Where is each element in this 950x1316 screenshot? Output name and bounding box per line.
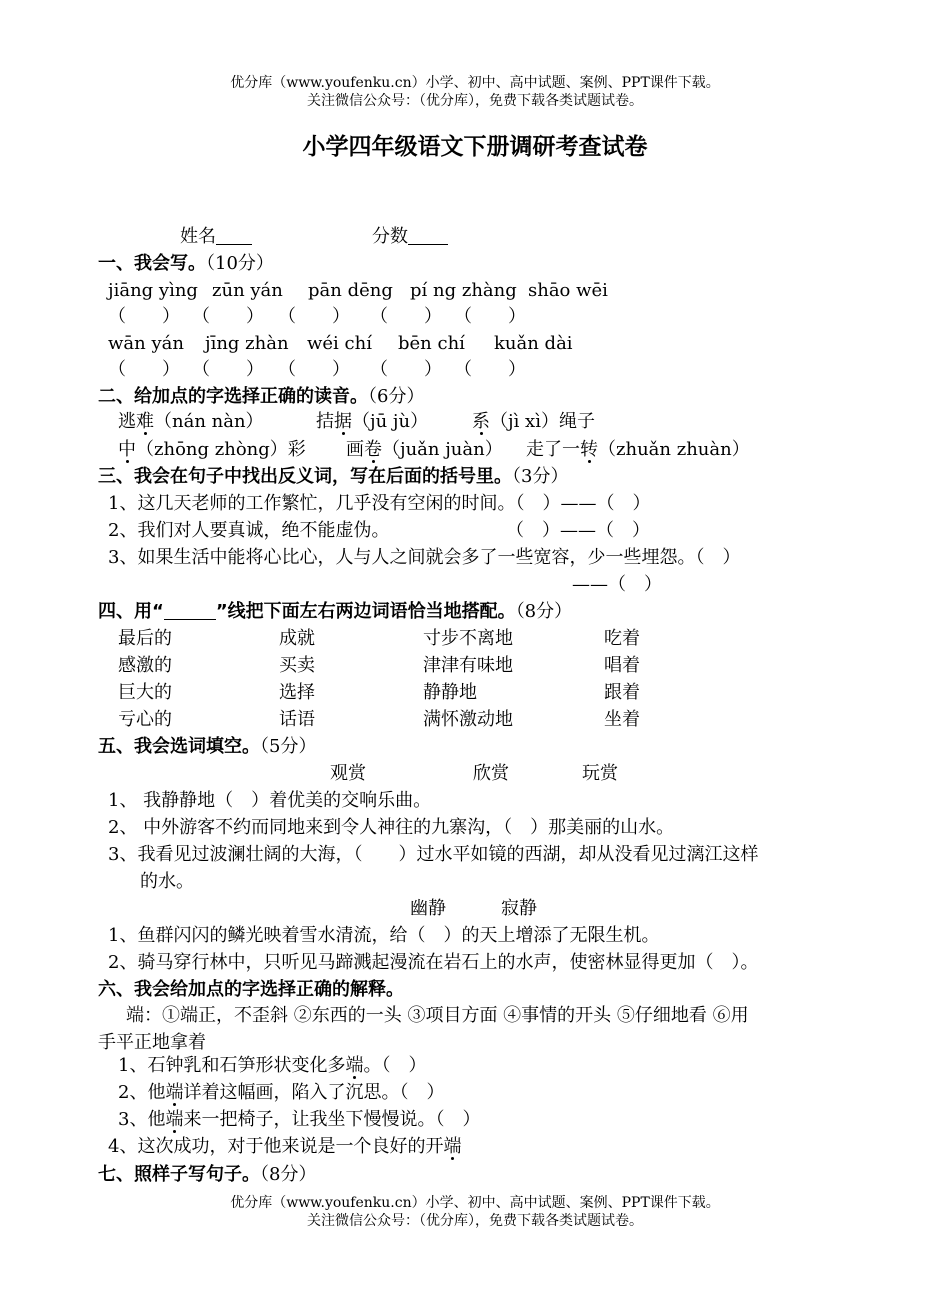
header-line-2: 关注微信公众号：（优分库），免费下载各类试题试卷。 xyxy=(307,93,643,109)
text-segment: 3、他 xyxy=(118,1109,166,1130)
pinyin-10: kuǎn dài xyxy=(494,333,573,354)
fill-question-1: 1、 我静静地（ ）着优美的交响乐曲。 xyxy=(108,790,432,811)
answer-box-5[interactable]: （ ） xyxy=(454,306,526,327)
dotted-char: 端 xyxy=(345,1055,364,1076)
reading-item-4 xyxy=(118,437,306,463)
reading-item-3 xyxy=(472,409,595,435)
reading-item-1 xyxy=(118,409,264,435)
match-right-4[interactable]: 话语 xyxy=(279,709,315,730)
header-line-1: 优分库（www.youfenku.cn）小学、初中、高中试题、案例、PPT课件下载。 xyxy=(230,75,720,91)
answer-box-8[interactable]: （ ） xyxy=(278,359,350,380)
fill-question-5: 2、骑马穿行林中，只听见马蹄溅起漫流在岩石上的水声，使密林显得更加（ ）。 xyxy=(108,952,759,973)
text-segment: （zhōng zhòng）彩 xyxy=(136,439,306,460)
match-left-6[interactable]: 津津有味地 xyxy=(423,655,513,676)
answer-box-4[interactable]: （ ） xyxy=(370,306,442,327)
antonym-question-3: 3、如果生活中能将心比心，人与人之间就会多了一些宽容，少一些埋怨。（ ） xyxy=(108,547,741,568)
section-7-title: 七、照样子写句子。 xyxy=(98,1164,260,1185)
text-segment: （jū jù） xyxy=(352,411,429,432)
section-3-heading xyxy=(98,464,568,490)
name-blank xyxy=(216,224,252,245)
section-4-title-end: ”线把下面左右两边词语恰当地搭配。 xyxy=(215,601,516,622)
match-right-1[interactable]: 成就 xyxy=(279,628,315,649)
name-field xyxy=(180,224,252,250)
section-3-points: （3分） xyxy=(512,466,569,487)
section-4-points: （8分） xyxy=(515,601,573,622)
dotted-char: 端 xyxy=(165,1109,184,1130)
match-right-6[interactable]: 唱着 xyxy=(604,655,640,676)
match-left-8[interactable]: 满怀激动地 xyxy=(423,709,513,730)
definition-line-2: 手平正地拿着 xyxy=(98,1032,206,1053)
fill-question-3: 3、我看见过波澜壮阔的大海，（ ）过水平如镜的西湖，却从没看见过漓江这样 xyxy=(108,844,759,865)
match-left-5[interactable]: 寸步不离地 xyxy=(423,628,513,649)
match-left-1[interactable]: 最后的 xyxy=(118,628,172,649)
meaning-question-4 xyxy=(108,1134,461,1160)
section-2-points: （6分） xyxy=(368,386,425,407)
section-6-heading: 六、我会给加点的字选择正确的解释。 xyxy=(98,979,404,1000)
dotted-char: 中 xyxy=(118,439,136,460)
word-option: 玩赏 xyxy=(582,763,618,784)
text-segment: 来一把椅子，让我坐下慢慢说。（ ） xyxy=(183,1109,481,1130)
pinyin-8: wéi chí xyxy=(307,333,372,354)
text-segment: （zhuǎn zhuàn） xyxy=(598,439,750,460)
score-blank xyxy=(408,224,448,245)
section-2-title: 二、给加点的字选择正确的读音。 xyxy=(98,386,368,407)
dotted-char: 难 xyxy=(136,411,154,432)
section-4-title-start: 四、用“ xyxy=(98,601,164,622)
pinyin-3: pān dēng xyxy=(308,280,393,301)
pinyin-2: zūn yán xyxy=(212,280,283,301)
text-segment: 画 xyxy=(346,439,364,460)
match-left-3[interactable]: 巨大的 xyxy=(118,682,172,703)
word-option: 欣赏 xyxy=(473,763,509,784)
dotted-char: 卷 xyxy=(364,439,382,460)
text-segment: 2、他 xyxy=(118,1082,166,1103)
meaning-question-1 xyxy=(118,1053,426,1079)
definition-line-1: 端：①端正，不歪斜 ②东西的一头 ③项目方面 ④事情的开头 ⑤仔细地看 ⑥用 xyxy=(126,1005,749,1026)
match-right-2[interactable]: 买卖 xyxy=(279,655,315,676)
section-1-title: 一、我会写。 xyxy=(98,253,206,274)
section-7-points: （8分） xyxy=(260,1164,317,1185)
line-sample xyxy=(164,601,216,620)
answer-box-10[interactable]: （ ） xyxy=(454,359,526,380)
meaning-question-3 xyxy=(118,1107,480,1133)
match-right-7[interactable]: 跟着 xyxy=(604,682,640,703)
meaning-question-2 xyxy=(118,1080,444,1106)
match-right-5[interactable]: 吃着 xyxy=(604,628,640,649)
answer-box-9[interactable]: （ ） xyxy=(370,359,442,380)
section-2-heading xyxy=(98,384,424,410)
dotted-char: 端 xyxy=(443,1136,462,1157)
word-option: 观赏 xyxy=(330,763,366,784)
match-left-2[interactable]: 感激的 xyxy=(118,655,172,676)
dotted-char: 系 xyxy=(472,411,490,432)
pinyin-5: shāo wēi xyxy=(528,280,608,301)
dotted-char: 转 xyxy=(580,439,598,460)
fill-question-4: 1、鱼群闪闪的鳞光映着雪水清流，给（ ）的天上增添了无限生机。 xyxy=(108,925,660,946)
match-right-8[interactable]: 坐着 xyxy=(604,709,640,730)
section-4-heading xyxy=(98,599,572,625)
word-option: 幽静 xyxy=(410,898,446,919)
section-3-title: 三、我会在句子中找出反义词，写在后面的括号里。 xyxy=(98,466,512,487)
section-5-title: 五、我会选词填空。 xyxy=(98,736,260,757)
fill-question-2: 2、 中外游客不约而同地来到令人神往的九寨沟，（ ）那美丽的山水。 xyxy=(108,817,675,838)
antonym-question-2: 2、我们对人要真诚，绝不能虚伪。 xyxy=(108,520,390,541)
text-segment: 1、石钟乳和石笋形状变化多 xyxy=(118,1055,346,1076)
reading-item-2 xyxy=(316,409,428,435)
footer-line-1: 优分库（www.youfenku.cn）小学、初中、高中试题、案例、PPT课件下载。 xyxy=(230,1195,720,1211)
pinyin-6: wān yán xyxy=(108,333,184,354)
text-segment: （juǎn juàn） xyxy=(382,439,503,460)
pinyin-1: jiāng yìng xyxy=(108,280,198,301)
answer-box-7[interactable]: （ ） xyxy=(192,359,264,380)
text-segment: （nán nàn） xyxy=(154,411,264,432)
answer-box-3[interactable]: （ ） xyxy=(278,306,350,327)
reading-item-5 xyxy=(346,437,503,463)
section-5-heading xyxy=(98,734,316,760)
section-1-heading xyxy=(98,251,274,277)
dotted-char: 端 xyxy=(165,1082,184,1103)
reading-item-6 xyxy=(526,437,750,463)
text-segment: 走了一 xyxy=(526,439,580,460)
match-left-4[interactable]: 亏心的 xyxy=(118,709,172,730)
answer-box-6[interactable]: （ ） xyxy=(108,359,180,380)
text-segment: 逃 xyxy=(118,411,136,432)
section-5-points: （5分） xyxy=(260,736,317,757)
footer-line-2: 关注微信公众号：（优分库），免费下载各类试题试卷。 xyxy=(307,1213,643,1229)
text-segment: 4、这次成功，对于他来说是一个良好的开 xyxy=(108,1136,444,1157)
pinyin-7: jīng zhàn xyxy=(205,333,289,354)
section-1-points: （10分） xyxy=(206,253,274,274)
word-option: 寂静 xyxy=(501,898,537,919)
name-label: 姓名 xyxy=(180,226,216,247)
pinyin-9: bēn chí xyxy=(398,333,465,354)
text-segment: 拮 xyxy=(316,411,334,432)
dotted-char: 据 xyxy=(334,411,352,432)
antonym-question-3-blank[interactable]: ——（ ） xyxy=(572,574,662,595)
section-7-heading xyxy=(98,1162,316,1188)
text-segment: 。（ ） xyxy=(363,1055,427,1076)
text-segment: 详着这幅画，陷入了沉思。（ ） xyxy=(183,1082,445,1103)
antonym-question-2-blank[interactable]: （ ）——（ ） xyxy=(506,520,650,541)
answer-box-1[interactable]: （ ） xyxy=(108,306,180,327)
pinyin-4: pí ng zhàng xyxy=(410,280,517,301)
answer-box-2[interactable]: （ ） xyxy=(192,306,264,327)
fill-question-3-continued: 的水。 xyxy=(140,871,194,892)
score-label: 分数 xyxy=(372,226,408,247)
match-left-7[interactable]: 静静地 xyxy=(423,682,477,703)
antonym-question-1: 1、这几天老师的工作繁忙，几乎没有空闲的时间。（ ）——（ ） xyxy=(108,493,651,514)
text-segment: （jì xì）绳子 xyxy=(490,411,595,432)
match-right-3[interactable]: 选择 xyxy=(279,682,315,703)
score-field xyxy=(372,224,448,250)
page-title: 小学四年级语文下册调研考查试卷 xyxy=(302,134,648,160)
